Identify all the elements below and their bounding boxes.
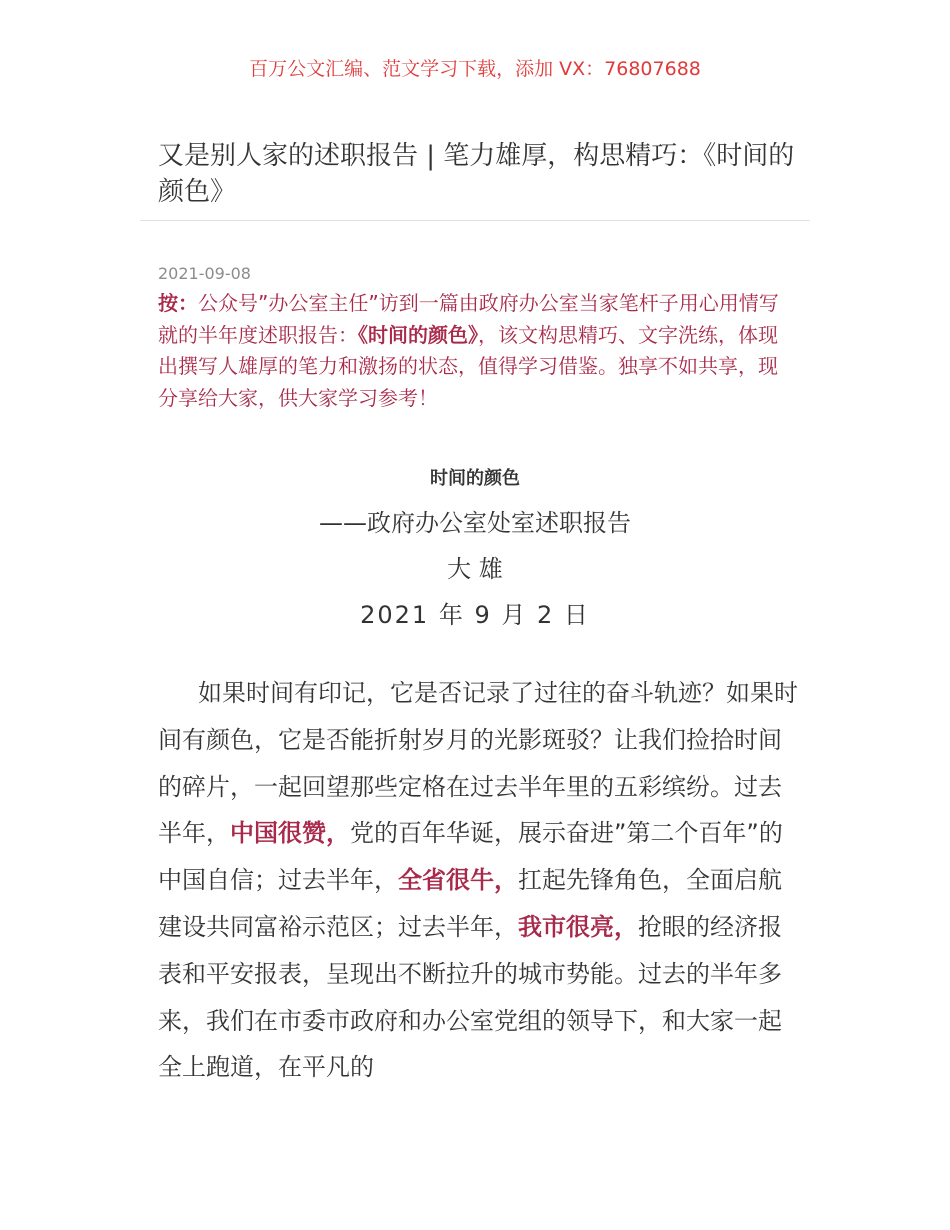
report-author: 大 雄	[447, 555, 503, 583]
note-text-before: 公众号”办公室主任”访到一篇由政府办公室当家笔杆子用心用情写就的半年度述职报告：	[158, 291, 779, 347]
body-text-2: 党的百年华诞，展示奋进”第二个百年”的中国自信；过去半年，	[158, 819, 783, 895]
title-divider	[140, 220, 810, 221]
note-label: 按：	[158, 291, 198, 315]
article-title: 又是别人家的述职报告 | 笔力雄厚，构思精巧：《时间的颜色》	[158, 141, 795, 207]
body-paragraph	[158, 670, 798, 1091]
promo-banner: 百万公文汇编、范文学习下载，添加 VX：76807688	[249, 58, 701, 80]
editor-note	[158, 288, 794, 414]
body-text-3: 扛起先锋角色，全面启航建设共同富裕示范区；过去半年，	[158, 866, 782, 941]
highlight-china: 中国很赞，	[230, 819, 350, 848]
report-subtitle: ——政府办公室处室述职报告	[319, 509, 631, 537]
body-text-1: 如果时间有印记，它是否记录了过往的奋斗轨迹？如果时间有颜色，它是否能折射岁月的光影斑驳？让我们捡拾时间的碎片，一起回望那些定格在过去半年里的五彩缤纷。过去半年，	[158, 679, 798, 848]
note-bold-title: 《时间的颜色》	[358, 322, 478, 347]
report-date: 2021 年 9 月 2 日	[360, 601, 590, 629]
publish-date: 2021-09-08	[158, 264, 251, 283]
highlight-city: 我市很亮，	[518, 912, 638, 941]
report-heading: 时间的颜色	[430, 468, 520, 489]
body-text-4: 抢眼的经济报表和平安报表，呈现出不断拉升的城市势能。过去的半年多来，我们在市委市政府和办公室党组的领导下，和大家一起全上跑道，在平凡的	[158, 912, 782, 1082]
note-text-after: ，该文构思精巧、文字洗练，体现出撰写人雄厚的笔力和激扬的状态，值得学习借鉴。独享不如共享，现分享给大家，供大家学习参考！	[158, 322, 778, 410]
highlight-province: 全省很牛，	[398, 866, 518, 895]
